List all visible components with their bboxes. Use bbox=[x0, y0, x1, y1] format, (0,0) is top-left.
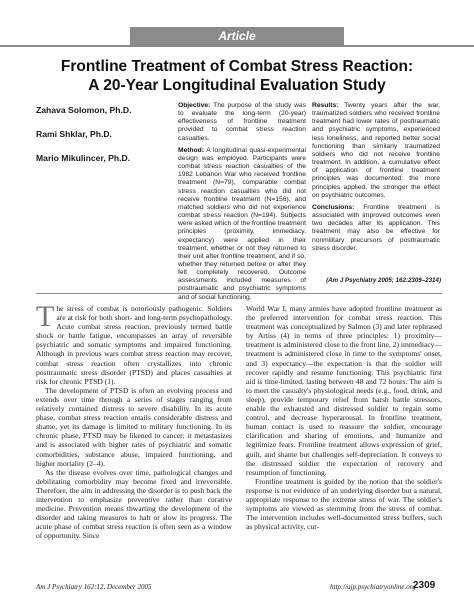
body-column-right bbox=[246, 304, 442, 531]
footer-journal: Am J Psychiatry 162:12, December 2005 bbox=[36, 583, 152, 591]
body-paragraph bbox=[36, 300, 232, 386]
drop-cap: T bbox=[36, 300, 55, 333]
method-label: Method: bbox=[178, 146, 204, 154]
citation: (Am J Psychiatry 2005; 162:2309–2314) bbox=[326, 277, 441, 284]
abstract-objective bbox=[178, 102, 306, 143]
banner-rule bbox=[0, 45, 474, 47]
body-column-left bbox=[36, 300, 232, 541]
section-divider bbox=[36, 293, 442, 294]
author-name: Rami Shklar, Ph.D. bbox=[36, 129, 112, 139]
abstract-conclusions bbox=[312, 204, 440, 253]
objective-text: The purpose of the study was to evaluate the long-term (20-year) effectiveness of frontline treatment provided to combat stress reaction casualties. bbox=[178, 102, 306, 142]
objective-label: Objective: bbox=[178, 102, 211, 109]
body-paragraph: Frontline treatment is guided by the notion that the soldier's response is not evidence of an underlying disorder but a natural, appropriate response to the extreme stress of war. The soldier's symptoms are viewed as stemming from the stress of combat. The intervention includes well-documented stress buffers, such as physical activity, cur- bbox=[246, 476, 442, 532]
section-label: Article bbox=[130, 27, 344, 46]
conclusions-text: Frontline treatment is associated with improved outcomes even two decades after its application. This treatment may also be effective for nonmilitary precursors of posttraumatic stress disorder. bbox=[312, 203, 440, 252]
title-line-2: A 20-Year Longitudinal Evaluation Study bbox=[88, 77, 386, 94]
abstract-method bbox=[178, 147, 306, 302]
method-text: A longitudinal quasi-experimental design was employed. Participants were combat stress reaction casualties of the 1982 Lebanon War who received frontline treatment (N=79), comparable combat stress reaction casualties who did not receive frontline treatment (N=156), and matched soldiers who did not experience combat stress reaction (N=194). Subjects were asked which of the frontline treatment principles (proximity, immediacy, expectancy) were applied in their treatment, whether or not they returned to their unit after frontline treatment, and if so, whether they returned before or after they felt completely recovered. Outcome assessments included measures of posttraumatic and psychiatric symptoms and of social functioning. bbox=[178, 146, 306, 301]
results-label: Results: bbox=[312, 102, 339, 109]
abstract-results bbox=[312, 102, 440, 200]
author-name: Zahava Solomon, Ph.D. bbox=[36, 105, 132, 115]
abstract-column-1 bbox=[178, 102, 306, 306]
footer-url[interactable]: http://ajp.psychiatryonline.org bbox=[330, 583, 416, 591]
author-list bbox=[36, 105, 176, 177]
article-banner bbox=[0, 0, 474, 46]
paragraph-text: he stress of combat is notoriously pathogenic. Soldiers are at risk for both short- and long-term psychopathology. Acute combat stress reaction, previously termed battle shock or battle fatigue, encompasses an array of reversible psychiatric and somatic symptoms and impaired functioning. Although in previous wars combat stress reaction may recover, combat stress reaction often crystallizes into chronic posttraumatic stress disorder (PTSD) and places casualties at risk for chronic PTSD (1). bbox=[36, 304, 232, 386]
author-name: Mario Mikulincer, Ph.D. bbox=[36, 153, 131, 163]
page-number: 2309 bbox=[413, 580, 436, 591]
title-line-1: Frontline Treatment of Combat Stress Reaction: bbox=[60, 58, 414, 75]
body-paragraph: As the disease evolves over time, pathological changes and debilitating comorbidity may become fixed and irreversible. Therefore, the aim in addressing the disorder is to push back the intervention to emphasize preventive rather than curative medicine. Prevention means thwarting the development of the disorder and taking measures to halt or slow its progress. The acute phase of combat stress reaction is often seen as a window of opportunity. Since bbox=[36, 467, 232, 541]
abstract-column-2 bbox=[312, 102, 440, 257]
article-title bbox=[0, 57, 474, 95]
results-text: Twenty years after the war, traumatized soldiers who received frontline treatment had lower rates of posttraumatic and psychiatric symptoms, experienced less loneliness, and reported better social functioning than similarly traumatized soldiers who did not receive frontline treatment. In addition, a cumulative effect of application of frontline treatment principles was documented: the more principles applied, the stronger the effect on psychiatric outcomes. bbox=[312, 102, 440, 199]
body-paragraph: World War I, many armies have adopted frontline treatment as the preferred intervention for combat stress reaction. This treatment was conceptualized by Salmon (3) and later rephrased by Artiss (4) in terms of three principles: 1) proximity—treatment is administered close to the front line, 2) immediacy—treatment is administered close in time to the symptoms' onset, and 3) expectancy—the expectation is that the soldier will recover rapidly and resume functioning. This psychiatric first aid is time-limited, lasting between 48 and 72 hours. The aim is to meet the casualty's physiological needs (e.g., food, drink, and sleep), provide temporary relief from harsh battle stressors, enable the exhausted and distressed soldier to regain some control, and decrease hyperarousal. In frontline treatment, human contact is used to reassure the soldier, encourage clarification and sharing of emotions, and humanize and legitimize fears. Frontline treatment allows expression of grief, guilt, and shame but challenges self-depreciation. It conveys to the distressed soldier the expectation of recovery and resumption of functioning. bbox=[246, 304, 442, 477]
conclusions-label: Conclusions: bbox=[312, 203, 355, 211]
body-paragraph: The development of PTSD is often an evolving process and extends over time through a series of stages ranging from relatively contained distress to severe disability. In its acute phase, combat stress reaction entails considerable distress and shame, yet its damage is limited to military functioning. In its chronic phase, PTSD may be likened to cancer; it metastasizes and is associated with higher rates of psychiatric and somatic comorbidities, substance abuse, impaired functioning, and higher mortality (2–4). bbox=[36, 385, 232, 468]
